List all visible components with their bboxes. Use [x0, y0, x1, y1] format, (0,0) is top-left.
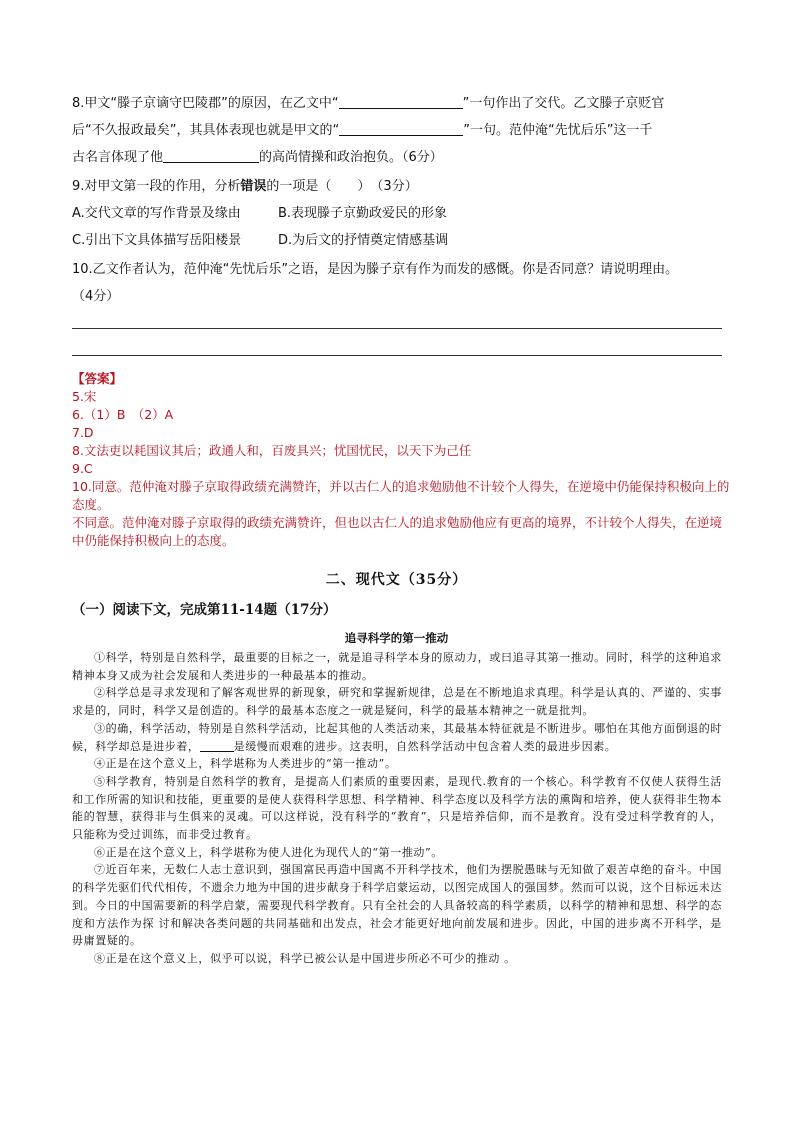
question-8-line-3: 古名言体现了他 的高尚情操和政治抱负。（6分）	[72, 150, 443, 165]
paragraph-6: ⑥正是在这个意义上，科学堪称为使人进化为现代人的“第一推动”。	[94, 845, 443, 859]
answer-6: 6.（1）B （2）A	[72, 407, 174, 422]
option-d[interactable]: D.为后文的抒情奠定情感基调	[278, 233, 449, 248]
paragraph-1: ①科学，特别是自然科学，最重要的目标之一，就是追寻科学本身的原动力，或曰追寻其第一推动。同时，科学的这种追求精神本身又成为社会发展和人类进步的一种最基本的推动。	[72, 651, 722, 682]
article-body	[72, 649, 722, 968]
question-8-line-1: 8.甲文“滕子京谪守巴陵郡”的原因，在乙文中“ ”一句作出了交代。乙文滕子京贬官	[72, 96, 665, 111]
paragraph-7: ⑦近百年来，无数仁人志士意识到，强国富民再造中国离不开科学技术，他们为摆脱愚昧与无知做了艰苦卓绝的奋斗。中国的科学先驱们代代相传，不遗余力地为中国的进步献身于科学启蒙运动，以图完成国人的强国梦。然而可以说，这个目标远未达到。今日的中国需要新的科学启蒙，需要现代科学教育。只有全社会的人具备较高的科学素质，以科学的精神和思想、科学的态度和方法作为探 讨和解决各类问题的共同基础和出发点，社会才能更好地向前发展和进步。因此，中国的进步离不开科学，是毋庸置疑的。	[72, 863, 722, 948]
paragraph-2: ②科学总是寻求发现和了解客观世界的新现象，研究和掌握新规律，总是在不断地追求真理。科学是认真的、严谨的、实事求是的，同时，科学又是创造的。科学的最基本态度之一就是疑问，科学的最基本精神之一就是批判。	[72, 686, 722, 718]
article-title: 追寻科学的第一推动	[344, 631, 449, 645]
paragraph-3: ③的确，科学活动，特别是自然科学活动，比起其他的人类活动来，其最基本特征就是不断进步。哪怕在其他方面倒退的时候，科学却总是进步着， 是缓慢而艰难的进步。这表明，自然科学活动中包含着人类的最进步因素。	[72, 721, 722, 753]
option-a[interactable]: A.交代文章的写作背景及缘由	[72, 206, 241, 221]
option-c[interactable]: C.引出下文具体描写岳阳楼景	[72, 233, 242, 248]
option-b[interactable]: B.表现滕子京勤政爱民的形象	[278, 206, 448, 221]
answer-blank[interactable]	[163, 148, 259, 163]
paragraph-5: ⑤科学教育，特别是自然科学的教育，是提高人们素质的重要因素，是现代.教育的一个核心。科学教育不仅使人获得生活和工作所需的知识和技能，更重要的是使人获得科学思想、科学精神、科学态度以及科学方法的熏陶和培养，使人获得非生物本能的智慧，获得非与生俱来的灵魂。可以这样说，没有科学的“教育”，只是培养信仰，而不是教育。没有受过科学教育的人，只能称为受过训练，而非受过教育。	[72, 774, 722, 842]
answer-blank[interactable]	[339, 121, 463, 136]
question-10	[72, 256, 722, 310]
question-9-options-row-1	[72, 200, 722, 227]
section-title: 二、现代文（35分）	[325, 572, 468, 588]
fill-blank[interactable]	[200, 740, 234, 752]
answer-blank[interactable]	[339, 94, 463, 109]
answer-5: 5.宋	[72, 389, 97, 404]
answer-line-1[interactable]	[72, 328, 722, 329]
question-8-line-2: 后“不久报政最矣”，其具体表现也就是甲文的“ ”一句。范仲淹“先忧后乐”这一千	[72, 123, 653, 138]
answer-7: 7.D	[72, 425, 94, 440]
answer-8: 8.文法吏以耗国议其后；政通人和，百废具兴；忧国忧民，以天下为己任	[72, 443, 472, 458]
question-10-stem: 10.乙文作者认为，范仲淹“先忧后乐”之语，是因为滕子京有作为而发的感慨。你是否同意？请说明理由。	[72, 262, 679, 277]
answer-key	[72, 370, 732, 550]
answer-9: 9.C	[72, 461, 93, 476]
paragraph-8: ⑧正是在这个意义上，似乎可以说，科学已被公认是中国进步所必不可少的推动 。	[94, 951, 516, 965]
question-8	[72, 90, 722, 171]
answer-key-label: 【答案】	[72, 371, 123, 386]
question-10-score: （4分）	[72, 289, 120, 304]
question-9-options-row-2	[72, 227, 722, 254]
answer-10-disagree: 不同意。范仲淹对滕子京取得的政绩充满赞许，但也以古仁人的追求勉励他应有更高的境界，不计较个人得失，在逆境中仍能保持积极向上的态度。	[72, 515, 723, 548]
paragraph-4: ④正是在这个意义上，科学堪称为人类进步的“第一推动”。	[94, 757, 397, 771]
question-9	[72, 173, 722, 254]
reading-instruction: （一）阅读下文，完成第11-14题（17分）	[72, 602, 337, 618]
answer-10-agree: 10.同意。范仲淹对滕子京取得政绩充满赞许，并以古仁人的追求勉励他不计较个人得失，在逆境中仍能保持积极向上的态度。	[72, 479, 730, 512]
answer-line-2[interactable]	[72, 355, 722, 356]
question-9-stem: 9.对甲文第一段的作用，分析错误的一项是（ ） （3分）	[72, 179, 418, 194]
